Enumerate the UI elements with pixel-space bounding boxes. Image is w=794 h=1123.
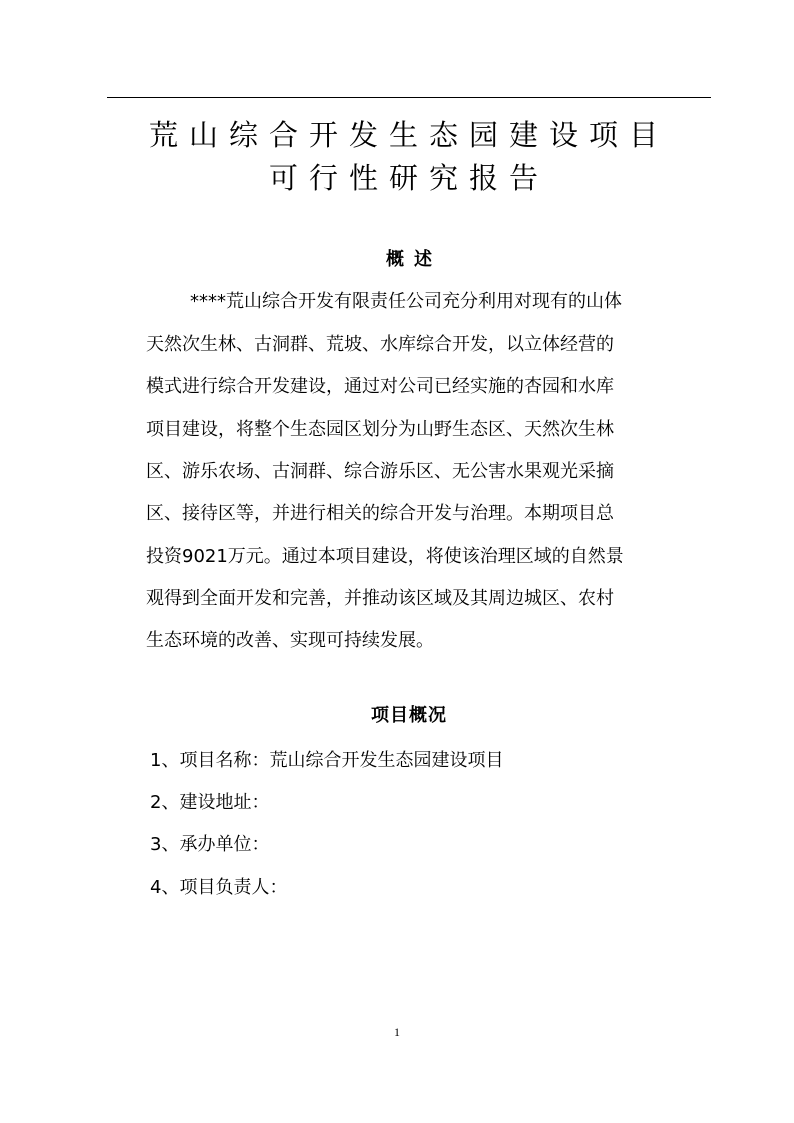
document-title-line-1: 荒山综合开发生态园建设项目	[148, 118, 669, 152]
project-info-label: 4、项目负责人：	[150, 877, 288, 898]
project-info-label: 2、建设地址：	[150, 792, 270, 813]
overview-line-4: 项目建设，将整个生态园区划分为山野生态区、天然次生林	[146, 419, 614, 440]
page-number: 1	[394, 1025, 400, 1039]
header-rule	[107, 97, 711, 98]
overview-heading: 概述	[386, 249, 442, 270]
project-info-item-organizer	[150, 833, 269, 857]
project-info-item-leader	[150, 876, 287, 900]
project-info-item-name	[150, 749, 503, 773]
overview-line-9: 生态环境的改善、实现可持续发展。	[146, 630, 434, 651]
overview-line-1: ****荒山综合开发有限责任公司充分利用对现有的山体	[190, 291, 622, 312]
project-info-label: 1、项目名称：	[150, 750, 270, 771]
overview-line-2: 天然次生林、古洞群、荒坡、水库综合开发，以立体经营的	[146, 334, 614, 355]
overview-line-8: 观得到全面开发和完善，并推动该区域及其周边城区、农村	[146, 588, 614, 609]
project-overview-heading: 项目概况	[371, 705, 447, 726]
project-info-item-address	[150, 791, 269, 815]
overview-line-3: 模式进行综合开发建设，通过对公司已经实施的杏园和水库	[146, 376, 614, 397]
overview-line-5: 区、游乐农场、古洞群、综合游乐区、无公害水果观光采摘	[146, 461, 614, 482]
project-info-value: 荒山综合开发生态园建设项目	[269, 750, 504, 771]
document-title-line-2: 可行性研究报告	[268, 161, 549, 195]
overview-line-6: 区、接待区等，并进行相关的综合开发与治理。本期项目总	[146, 503, 614, 524]
overview-line-7: 投资9021万元。通过本项目建设，将使该治理区域的自然景	[146, 546, 624, 567]
project-info-label: 3、承办单位：	[150, 834, 270, 855]
